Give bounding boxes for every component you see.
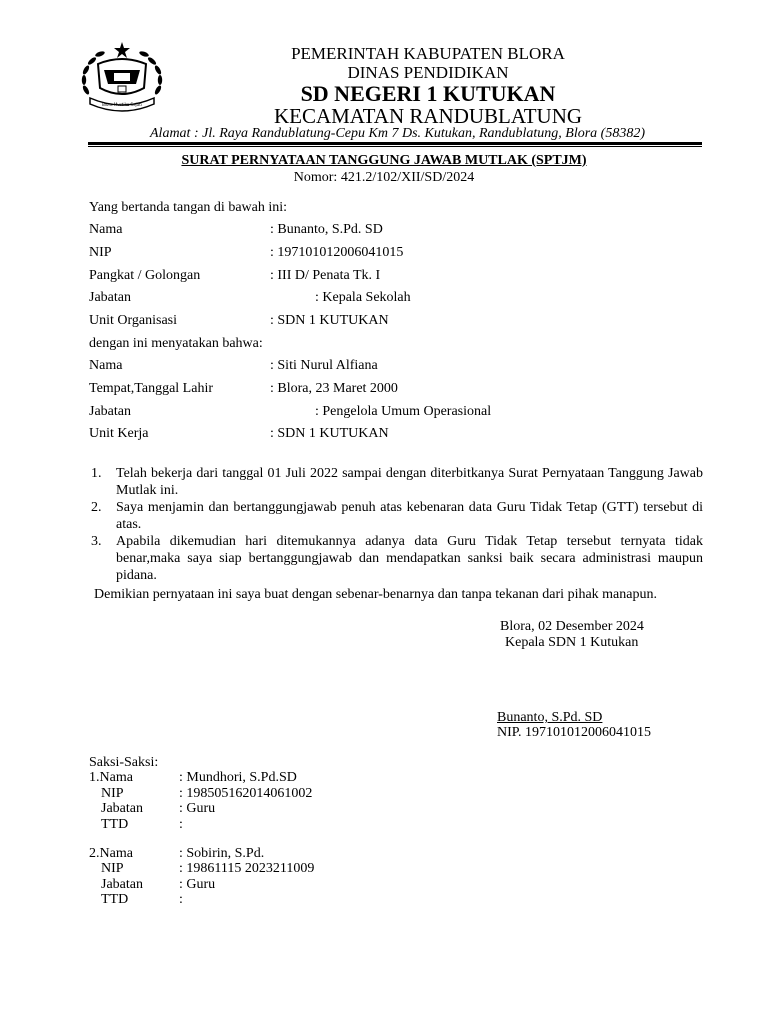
signer-unit-value: : SDN 1 KUTUKAN	[270, 313, 389, 328]
signer-unit-label: Unit Organisasi	[89, 313, 178, 328]
witness2-nip-value: : 19861115 2023211009	[179, 861, 315, 876]
signer-rank-value: : III D/ Penata Tk. I	[270, 268, 381, 283]
declare-intro-text: dengan ini menyatakan bahwa:	[89, 336, 263, 351]
witnesses-heading: Saksi-Saksi:	[89, 755, 159, 770]
header-divider-thin	[88, 146, 702, 147]
statement-item: 3. Apabila dikemudian hari ditemukannya adanya data Guru Tidak Tetap tersebut ternyata tidak benar,maka saya siap bertanggungjawab dan mendapatkan sanksi baik secara administrasi maupun pidana.	[91, 534, 703, 583]
signature-place-date: Blora, 02 Desember 2024	[500, 619, 644, 634]
school-name: SD NEGERI 1 KUTUKAN	[300, 81, 556, 106]
document-title: SURAT PERNYATAAN TANGGUNG JAWAB MUTLAK (SPTJM)	[181, 153, 587, 168]
witness2-signature-value: :	[179, 892, 183, 907]
subject-name-label: Nama	[89, 358, 123, 373]
district-name: KECAMATAN RANDUBLATUNG	[273, 104, 583, 128]
header-divider-thick	[88, 142, 702, 145]
school-address: Alamat : Jl. Raya Randublatung-Cepu Km 7 Ds. Kutukan, Randublatung, Blora (58382)	[150, 126, 646, 141]
closing-text: Demikian pernyataan ini saya buat dengan sebenar-benarnya dan tanpa tekanan dari pihak manapun.	[94, 587, 657, 602]
subject-position-value: : Pengelola Umum Operasional	[315, 404, 492, 419]
witness2-nip-label: NIP	[101, 861, 124, 876]
witness1-nip-label: NIP	[101, 786, 124, 801]
signer-name-label: Nama	[89, 222, 123, 237]
subject-unit-value: : SDN 1 KUTUKAN	[270, 426, 389, 441]
signer-nip-value: : 197101012006041015	[270, 245, 404, 260]
agency-name: DINAS PENDIDIKAN	[347, 63, 509, 82]
witness1-signature-label: TTD	[101, 817, 129, 832]
statement-list	[91, 465, 703, 584]
subject-position-label: Jabatan	[89, 404, 131, 419]
signature-nip: NIP. 197101012006041015	[497, 725, 652, 740]
witness2-name-value: : Sobirin, S.Pd.	[179, 846, 265, 861]
document-number: Nomor: 421.2/102/XII/SD/2024	[293, 170, 475, 185]
subject-birth-value: : Blora, 23 Maret 2000	[270, 381, 398, 396]
intro-text: Yang bertanda tangan di bawah ini:	[89, 200, 288, 215]
witness2-position-label: Jabatan	[101, 877, 143, 892]
witness2-position-value: : Guru	[179, 877, 216, 892]
witness1-position-value: : Guru	[179, 801, 216, 816]
witness2-name-label: 2.Nama	[89, 846, 133, 861]
blora-regency-logo	[80, 40, 164, 116]
signature-name: Bunanto, S.Pd. SD	[497, 710, 603, 725]
signer-name-value: : Bunanto, S.Pd. SD	[270, 222, 383, 237]
statement-item: 2. Saya menjamin dan bertanggungjawab penuh atas kebenaran data Guru Tidak Tetap (GTT) tersebut di atas.	[91, 500, 703, 532]
signature-position: Kepala SDN 1 Kutukan	[505, 635, 639, 650]
signer-rank-label: Pangkat / Golongan	[89, 268, 201, 283]
signer-nip-label: NIP	[89, 245, 112, 260]
witness2-signature-label: TTD	[101, 892, 129, 907]
subject-name-value: : Siti Nurul Alfiana	[270, 358, 378, 373]
witness1-position-label: Jabatan	[101, 801, 143, 816]
signer-position-value: : Kepala Sekolah	[315, 290, 411, 305]
statement-item: 1. Telah bekerja dari tanggal 01 Juli 2022 sampai dengan diterbitkanya Surat Pernyataan Tanggung Jawab Mutlak ini.	[91, 466, 703, 498]
witness1-signature-value: :	[179, 817, 183, 832]
witness1-nip-value: : 198505162014061002	[179, 786, 313, 801]
witness1-name-label: 1.Nama	[89, 770, 133, 785]
government-name: PEMERINTAH KABUPATEN BLORA	[291, 44, 565, 63]
subject-unit-label: Unit Kerja	[89, 426, 149, 441]
witness1-name-value: : Mundhori, S.Pd.SD	[179, 770, 297, 785]
subject-birth-label: Tempat,Tanggal Lahir	[89, 381, 213, 396]
svg-text:Blora Mustika Sejati: Blora Mustika Sejati	[102, 102, 142, 107]
signer-position-label: Jabatan	[89, 290, 131, 305]
